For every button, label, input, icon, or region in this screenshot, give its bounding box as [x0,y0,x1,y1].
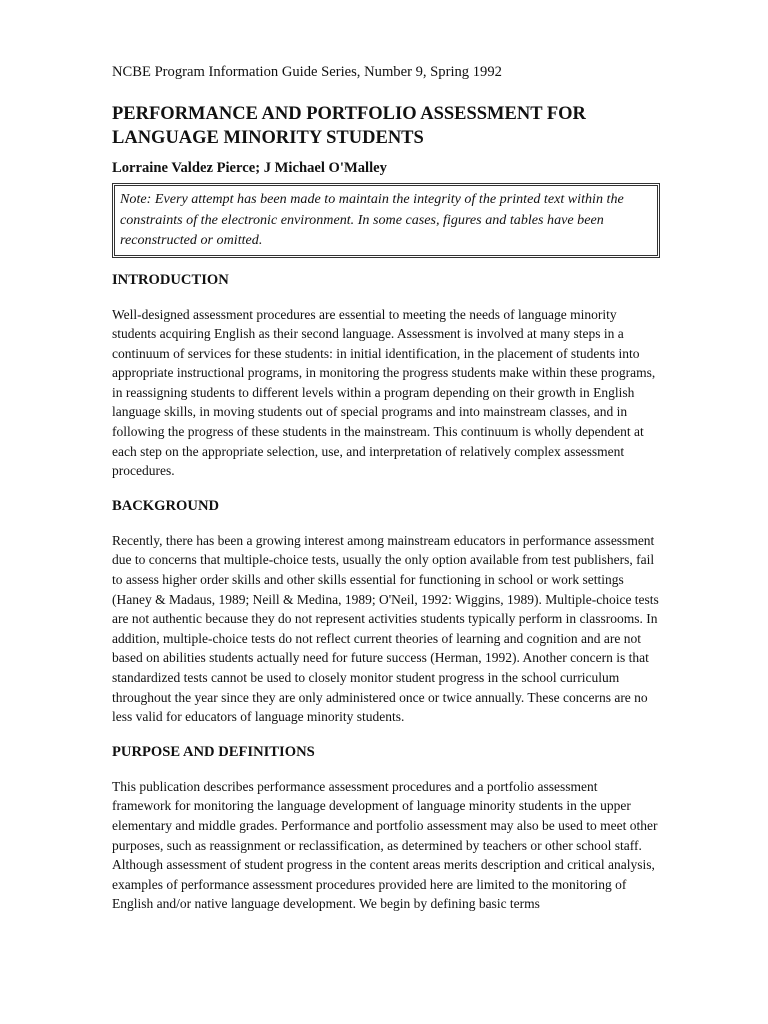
document-title [112,102,660,150]
section-heading: BACKGROUND [112,497,220,514]
title-line-2: LANGUAGE MINORITY STUDENTS [112,128,424,148]
note-text: Note: Every attempt has been made to maintain the integrity of the printed text within the constraints of the electronic environment. In some cases, figures and tables have been reconstructed or omitted. [120,191,624,248]
authors: Lorraine Valdez Pierce; J Michael O'Malley [112,160,387,176]
document-page [112,62,660,929]
note-box [112,183,660,258]
section-background [112,496,660,727]
title-line-1: PERFORMANCE AND PORTFOLIO ASSESSMENT FOR [112,104,586,124]
section-purpose-and-definitions [112,742,660,914]
section-paragraph: Recently, there has been a growing interest among mainstream educators in performance assessment due to concerns that multiple-choice tests, usually the only option available from test publishers, fail to assess higher order skills and other skills essential for functioning in school or work settings (Haney & Madaus, 1989; Neill & Medina, 1989; O'Neil, 1992: Wiggins, 1989). Multiple-choice tests are not authentic because they do not represent activities students typically perform in classrooms. In addition, multiple-choice tests do not reflect current theories of learning and cognition and are not based on abilities students actually need for future success (Herman, 1992). Another concern is that standardized tests cannot be used to closely monitor student progress in the school curriculum throughout the year since they are only administered once or twice annually. These concerns are no less valid for educators of language minority students. [112,532,659,725]
section-heading: INTRODUCTION [112,271,229,288]
section-paragraph: This publication describes performance assessment procedures and a portfolio assessment framework for monitoring the language development of language minority students in the upper elementary and middle grades. Performance and portfolio assessment may also be used to meet other purposes, such as reassignment or reclassification, as determined by teachers or other school staff. Although assessment of student progress in the content areas merits description and critical analysis, examples of performance assessment procedures provided here are limited to the monitoring of English and/or native language development. We begin by defining basic terms [112,778,658,912]
section-introduction [112,270,660,481]
section-paragraph: Well-designed assessment procedures are essential to meeting the needs of language minority students acquiring English as their second language. Assessment is involved at many steps in a continuum of services for these students: in initial identification, in the placement of students into appropriate instructional programs, in monitoring the progress students make within these programs, in reassigning students to different levels within a program depending on their growth in English language skills, in moving students out of special programs and into mainstream classes, and in following the progress of these students in the mainstream. This continuum is wholly dependent at each step on the appropriate selection, use, and interpretation of relatively complex assessment procedures. [112,306,656,479]
section-heading: PURPOSE AND DEFINITIONS [112,743,315,760]
series-line: NCBE Program Information Guide Series, Number 9, Spring 1992 [112,64,502,80]
